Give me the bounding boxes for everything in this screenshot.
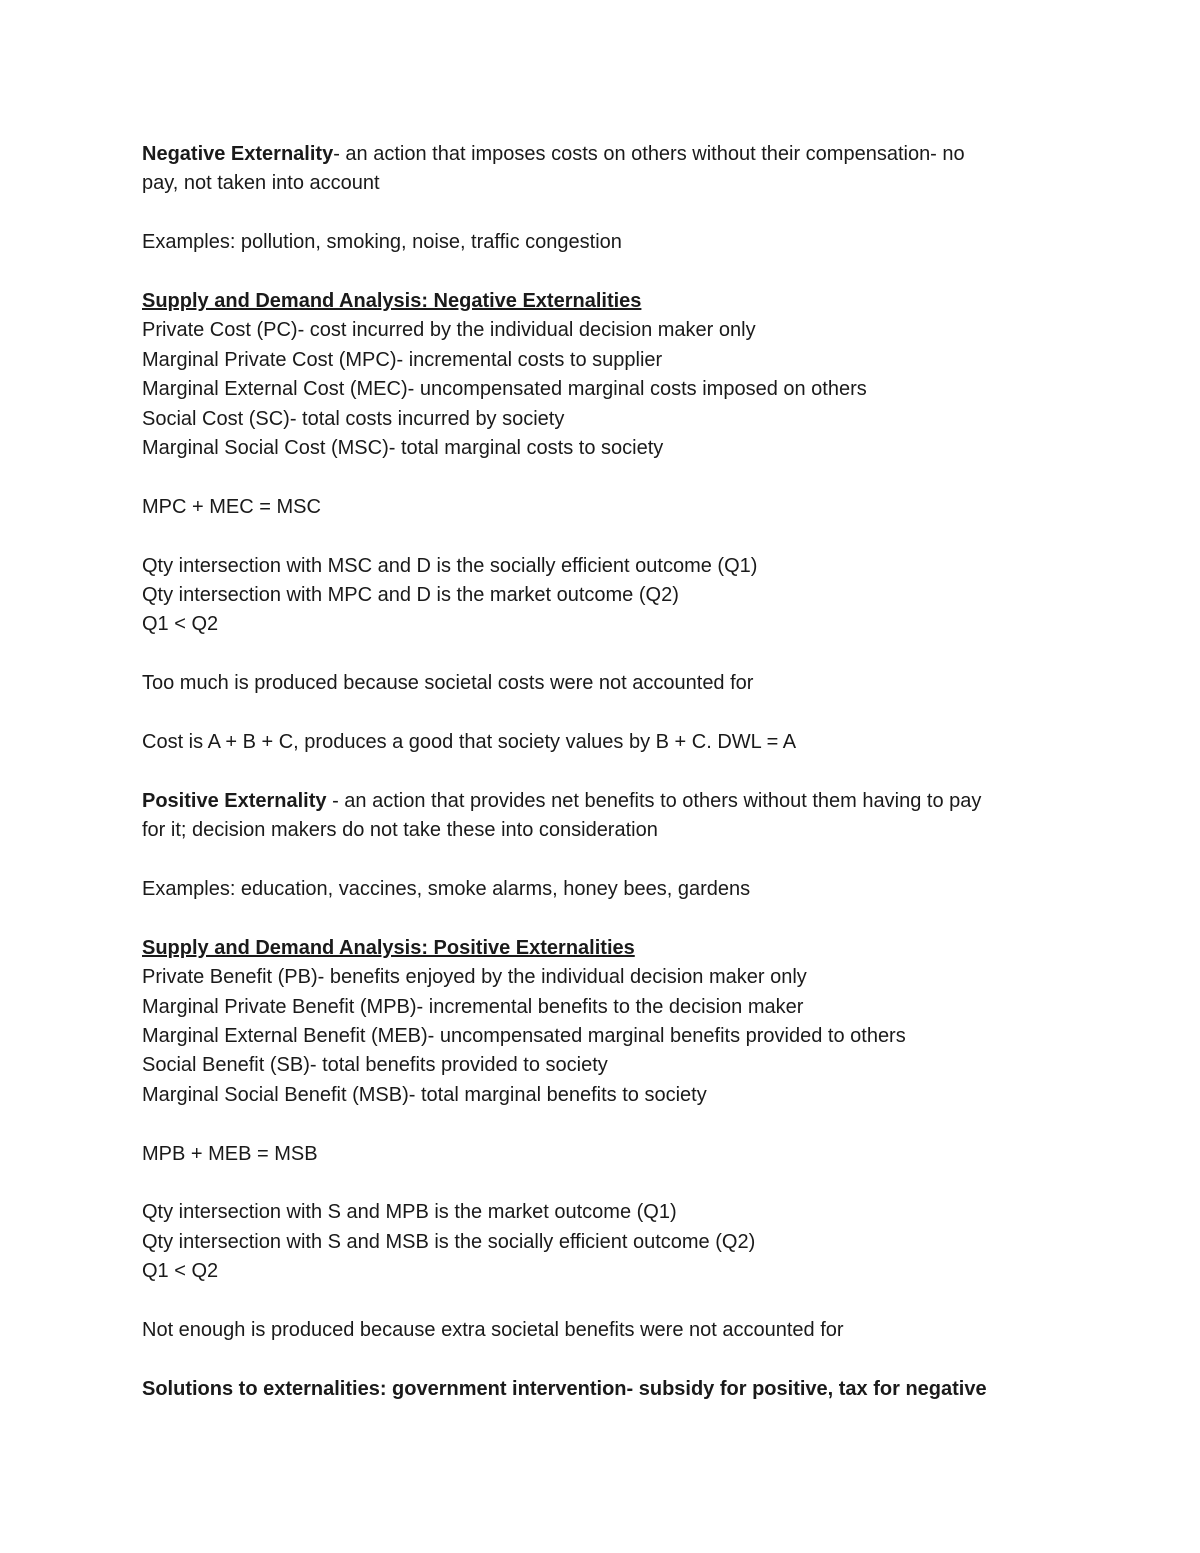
negative-examples: Examples: pollution, smoking, noise, traffic congestion [142, 231, 622, 254]
spacer [142, 1287, 1072, 1316]
negative-outcome: Qty intersection with MPC and D is the market outcome (Q2) [142, 584, 679, 607]
negative-definition-item: Marginal Private Cost (MPC)- incremental costs to supplier [142, 348, 663, 371]
negative-conclusion: Too much is produced because societal costs were not accounted for [142, 672, 754, 695]
negative-outcome: Q1 < Q2 [142, 613, 219, 636]
negative-definition-item: Marginal Social Cost (MSC)- total marginal costs to society [142, 437, 664, 460]
positive-definition-item: Social Benefit (SB)- total benefits provided to society [142, 1054, 608, 1077]
spacer [142, 463, 1072, 492]
negative-equation: MPC + MEC = MSC [142, 495, 321, 518]
positive-outcome: Qty intersection with S and MSB is the socially efficient outcome (Q2) [142, 1230, 756, 1253]
document-page [142, 140, 1072, 1404]
positive-equation: MPB + MEB = MSB [142, 1142, 318, 1165]
negative-definition-text: - an action that imposes costs on others without their compensation- no [333, 143, 965, 165]
positive-definition-continued: for it; decision makers do not take these into consideration [142, 819, 658, 842]
spacer [142, 1110, 1072, 1139]
spacer [142, 199, 1072, 228]
negative-definition [142, 140, 1072, 169]
spacer [142, 522, 1072, 551]
spacer [142, 846, 1072, 875]
positive-definition-item: Marginal External Benefit (MEB)- uncompensated marginal benefits provided to others [142, 1025, 906, 1048]
negative-outcome: Qty intersection with MSC and D is the socially efficient outcome (Q1) [142, 554, 758, 577]
solutions-statement: Solutions to externalities: government intervention- subsidy for positive, tax for negative [142, 1377, 987, 1400]
positive-definition [142, 787, 1072, 816]
spacer [142, 1345, 1072, 1374]
spacer [142, 258, 1072, 287]
positive-conclusion: Not enough is produced because extra societal benefits were not accounted for [142, 1319, 844, 1342]
negative-definition-item: Private Cost (PC)- cost incurred by the individual decision maker only [142, 319, 756, 342]
positive-outcome: Q1 < Q2 [142, 1260, 219, 1283]
positive-examples: Examples: education, vaccines, smoke alarms, honey bees, gardens [142, 878, 751, 901]
negative-cost-note: Cost is A + B + C, produces a good that society values by B + C. DWL = A [142, 731, 797, 754]
positive-definition-item: Marginal Social Benefit (MSB)- total marginal benefits to society [142, 1083, 707, 1106]
negative-term: Negative Externality [142, 143, 334, 165]
negative-section-heading: Supply and Demand Analysis: Negative Externalities [142, 290, 642, 312]
positive-definition-item: Marginal Private Benefit (MPB)- incremental benefits to the decision maker [142, 995, 804, 1018]
positive-term: Positive Externality [142, 789, 327, 812]
positive-outcome: Qty intersection with S and MPB is the market outcome (Q1) [142, 1201, 677, 1224]
negative-definition-item: Marginal External Cost (MEC)- uncompensated marginal costs imposed on others [142, 378, 867, 401]
negative-definition-item: Social Cost (SC)- total costs incurred by society [142, 407, 565, 430]
spacer [142, 699, 1072, 728]
spacer [142, 904, 1072, 933]
negative-definition-continued: pay, not taken into account [142, 172, 380, 195]
positive-definition-text: - an action that provides net benefits to others without them having to pay [326, 789, 982, 812]
spacer [142, 1169, 1072, 1198]
positive-definition-item: Private Benefit (PB)- benefits enjoyed by the individual decision maker only [142, 966, 807, 989]
spacer [142, 640, 1072, 669]
positive-section-heading: Supply and Demand Analysis: Positive Externalities [142, 936, 635, 959]
spacer [142, 757, 1072, 786]
